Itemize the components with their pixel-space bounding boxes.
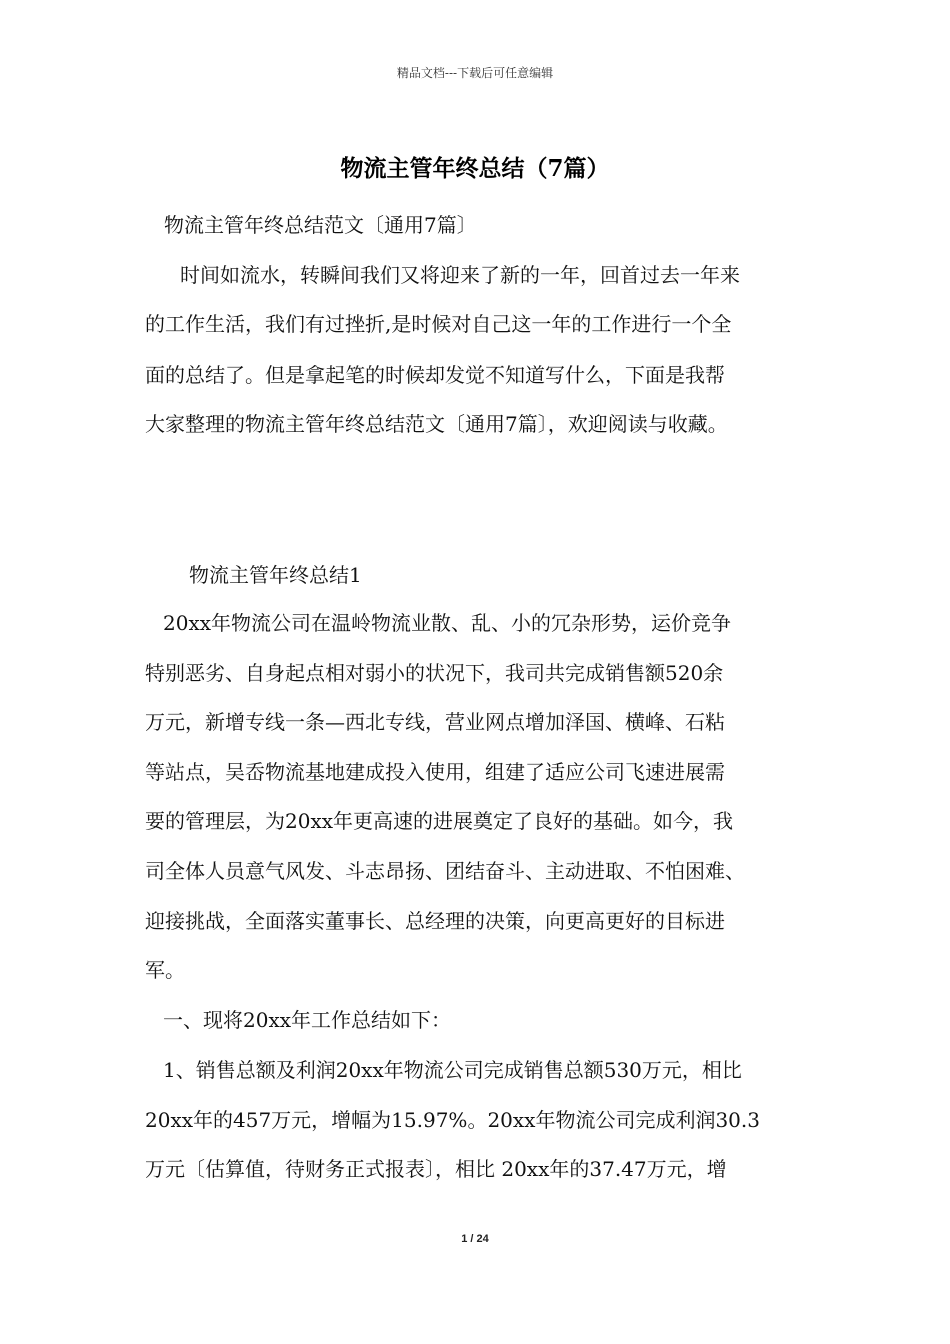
paragraph-line: 时间如流水，转瞬间我们又将迎来了新的一年，回首过去一年来 (180, 263, 740, 287)
paragraph-line: 迎接挑战，全面落实董事长、总经理的决策，向更高更好的目标进 (145, 909, 725, 933)
paragraph-line: 要的管理层，为20xx年更高速的进展奠定了良好的基础。如今，我 (145, 809, 734, 833)
paragraph-line: 军。 (145, 958, 185, 982)
paragraph-line: 的工作生活，我们有过挫折,是时候对自己这一年的工作进行一个全 (145, 312, 732, 336)
paragraph-line: 大家整理的物流主管年终总结范文〔通用7篇〕，欢迎阅读与收藏。 (145, 412, 728, 436)
paragraph-line: 20xx年物流公司在温岭物流业散、乱、小的冗杂形势，运价竞争 (163, 611, 732, 635)
paragraph-line: 特别恶劣、自身起点相对弱小的状况下，我司共完成销售额520余 (145, 661, 724, 685)
page-header: 精品文档---下载后可任意编辑 (396, 66, 554, 80)
page-number: 1 / 24 (461, 1233, 489, 1245)
paragraph-line: 万元〔估算值，待财务正式报表〕，相比 20xx年的37.47万元，增 (145, 1157, 727, 1181)
paragraph-line: 面的总结了。但是拿起笔的时候却发觉不知道写什么，下面是我帮 (145, 363, 725, 387)
document-title: 物流主管年终总结（7篇） (340, 155, 610, 182)
paragraph-line: 1、销售总额及利润20xx年物流公司完成销售总额530万元，相比 (163, 1058, 742, 1082)
summary-heading: 一、现将20xx年工作总结如下： (163, 1008, 452, 1032)
paragraph-line: 20xx年的457万元，增幅为15.97%。20xx年物流公司完成利润30.3 (145, 1108, 760, 1132)
section-heading: 物流主管年终总结1 (189, 563, 362, 587)
paragraph-line: 司全体人员意气风发、斗志昂扬、团结奋斗、主动进取、不怕困难、 (145, 859, 745, 883)
paragraph-line: 等站点，吴岙物流基地建成投入使用，组建了适应公司飞速进展需 (145, 760, 725, 784)
paragraph-line: 万元，新增专线一条—西北专线，营业网点增加泽国、横峰、石粘 (145, 710, 725, 734)
document-subtitle: 物流主管年终总结范文〔通用7篇〕 (164, 213, 477, 237)
